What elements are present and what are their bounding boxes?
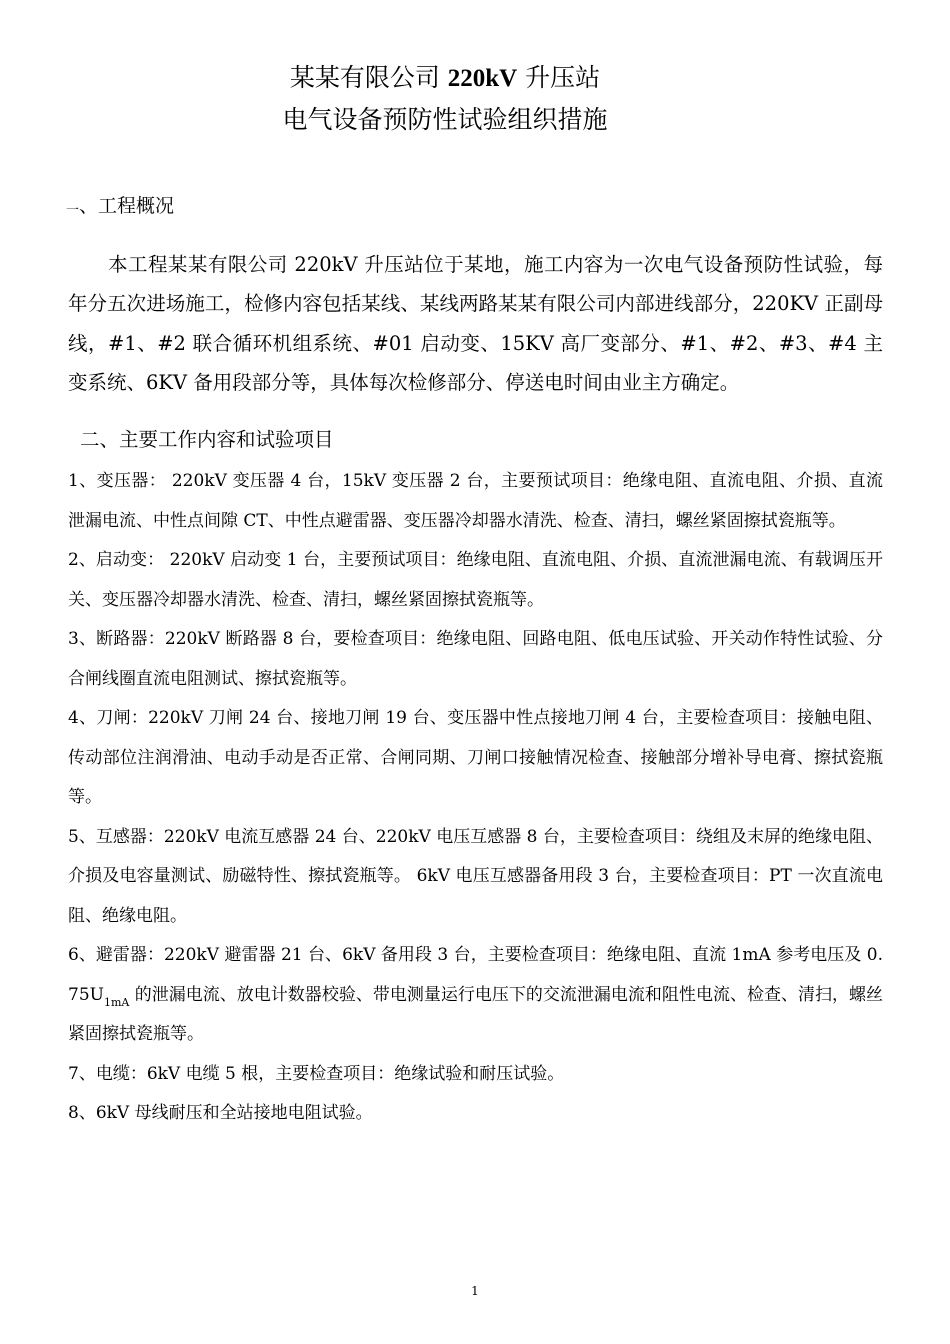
document-title-line1 [0,62,920,95]
work-item-3: 3、断路器：220kV 断路器 8 台，要检查项目：绝缘电阻、回路电阻、低电压试验、开关动作特性试验、分合闸线圈直流电阻测试、擦拭瓷瓶等。 [68,629,883,689]
work-item-6-text-b: 的泄漏电流、放电计数器校验、带电测量运行电压下的交流泄漏电流和阻性电流、检查、清扫，螺丝紧固擦拭瓷瓶等。 [68,984,883,1044]
work-item-7: 7、电缆：6kV 电缆 5 根，主要检查项目：绝缘试验和耐压试验。 [68,1063,565,1084]
section1-body: 本工程某某有限公司 220kV 升压站位于某地，施工内容为一次电气设备预防性试验，每年分五次进场施工，检修内容包括某线、某线两路某某有限公司内部进线部分，220KV 正副母线，#1、#2 联合循环机组系统、#01 启动变、15KV 高厂变部分、#1、#2、#3、#4 主变系统、6KV 备用段部分等，具体每次检修部分、停送电时间由业主方确定。 [68,252,883,394]
work-item-4: 4、刀闸：220kV 刀闸 24 台、接地刀闸 19 台、变压器中性点接地刀闸 4 台，主要检查项目：接触电阻、传动部位注润滑油、电动手动是否正常、合闸同期、刀闸口接触情况检查、接触部分增补导电膏、擦拭瓷瓶等。 [68,708,883,807]
work-item-1: 1、变压器： 220kV 变压器 4 台，15kV 变压器 2 台，主要预试项目：绝缘电阻、直流电阻、介损、直流泄漏电流、中性点间隙 CT、中性点避雷器、变压器冷却器水清洗、检查、清扫，螺丝紧固擦拭瓷瓶等。 [68,471,883,531]
work-item-6 [68,936,883,1055]
work-item-5: 5、互感器：220kV 电流互感器 24 台、220kV 电压互感器 8 台，主要检查项目：绕组及末屏的绝缘电阻、介损及电容量测试、励磁特性、擦拭瓷瓶等。 6kV 电压互感器备用段 3 台，主要检查项目：PT 一次直流电阻、绝缘电阻。 [68,826,883,926]
work-item-2: 2、启动变： 220kV 启动变 1 台，主要预试项目：绝缘电阻、直流电阻、介损、直流泄漏电流、有载调压开关、变压器冷却器水清洗、检查、清扫，螺丝紧固擦拭瓷瓶等。 [68,550,883,610]
work-item-6-subscript: 1mA [103,995,130,1009]
section1-number: 一 [66,203,80,218]
title-prefix: 某某有限公司 [289,63,448,92]
section1-heading [66,193,174,224]
work-item-list [68,462,883,1134]
work-item-8: 8、6kV 母线耐压和全站接地电阻试验。 [68,1103,373,1123]
title-suffix: 升压站 [517,63,601,92]
work-item-6-text-a: 6、避雷器：220kV 避雷器 21 台、6kV 备用段 3 台，主要检查项目：绝缘电阻、直流 1mA 参考电压及 0.75U [68,945,883,1005]
title-voltage: 220kV [447,65,518,92]
document-title-line2: 电气设备预防性试验组织措施 [282,105,608,134]
section2-heading: 二、主要工作内容和试验项目 [80,428,334,451]
section1-heading-text: 、工程概况 [79,195,175,217]
page-number: 1 [471,1284,479,1298]
